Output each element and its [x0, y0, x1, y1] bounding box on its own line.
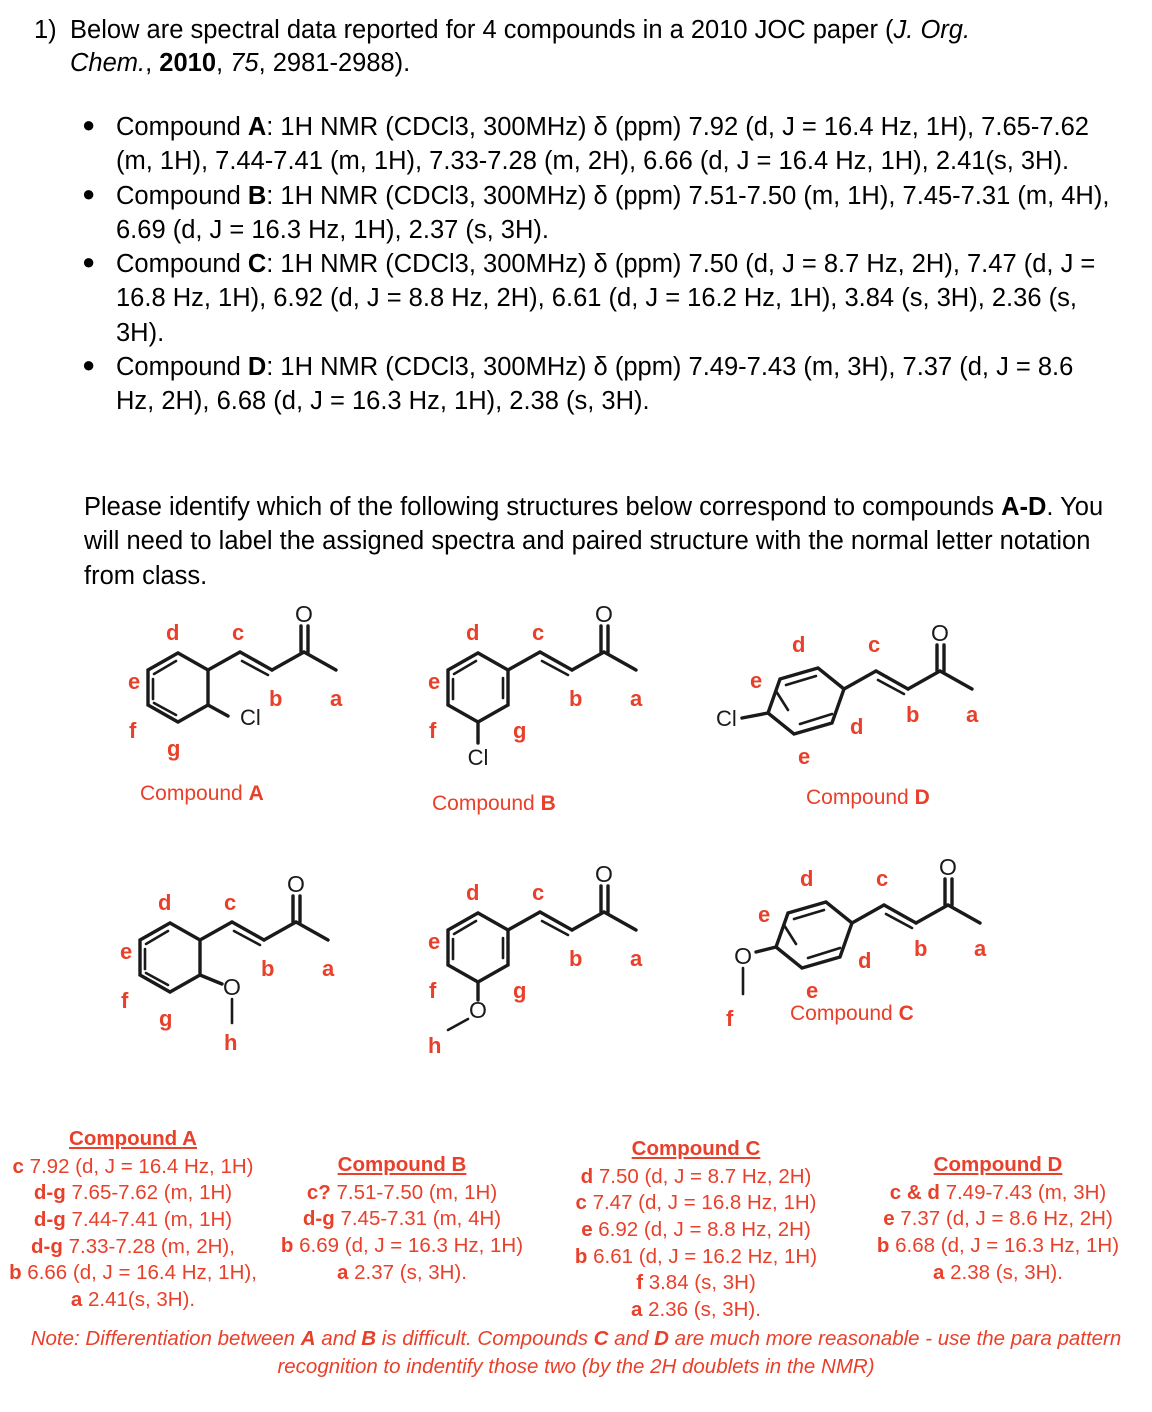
caption-prefix: Compound	[140, 782, 249, 805]
question-number: 1)	[34, 16, 57, 44]
ak-title-prefix: Compound	[631, 1137, 746, 1160]
label-c: c	[532, 620, 545, 645]
answer-row	[2, 1234, 264, 1261]
ak-label: a	[337, 1260, 349, 1284]
answer-key-compound-c	[546, 1136, 846, 1323]
question-text-main: Below are spectral data reported for 4 compounds in a 2010 JOC paper (	[70, 16, 894, 44]
caption-prefix: Compound	[806, 786, 915, 809]
ak-value: 7.49-7.43 (m, 3H)	[939, 1180, 1107, 1204]
ak-value: 7.37 (d, J = 8.6 Hz, 2H)	[894, 1207, 1113, 1231]
label-g: g	[513, 718, 527, 743]
label-a: a	[322, 956, 335, 981]
citation-sep: ,	[216, 49, 231, 78]
label-d-bottom: d	[850, 714, 864, 739]
instructions-range: A-D	[1001, 493, 1047, 521]
compound-b-letter: B	[247, 181, 267, 210]
ak-value: 2.41(s, 3H).	[82, 1287, 196, 1311]
ak-value: 2.37 (s, 3H).	[348, 1260, 467, 1284]
compound-d-letter: D	[247, 353, 267, 382]
caption-letter: C	[898, 1002, 914, 1025]
label-c: c	[532, 880, 545, 905]
ak-value: 6.66 (d, J = 16.4 Hz, 1H),	[21, 1261, 257, 1285]
label-b: b	[269, 686, 283, 711]
label-d: d	[166, 620, 180, 645]
list-item-compound-c	[82, 247, 1112, 350]
ak-label: c	[12, 1154, 24, 1178]
answer-row	[2, 1260, 264, 1287]
note-part5: are much more reasonable - use the para pattern recognition to indentify those two (by the 2H doublets in the NMR)	[277, 1327, 1122, 1379]
svg-text:O: O	[469, 997, 487, 1023]
caption-letter: A	[248, 782, 264, 805]
compound-a-letter: A	[247, 113, 267, 141]
ak-label: e	[581, 1217, 593, 1241]
note-ref-b: B	[361, 1327, 377, 1350]
caption-compound-c	[790, 1002, 914, 1026]
citation-year: 2010	[159, 49, 217, 78]
note-part1: Note: Differentiation between	[30, 1327, 301, 1350]
label-d-top: d	[792, 632, 806, 657]
label-b: b	[914, 936, 928, 961]
ak-label: c?	[306, 1180, 331, 1204]
label-e-top: e	[750, 668, 763, 693]
svg-text:O: O	[734, 943, 752, 969]
answer-key-title	[848, 1152, 1148, 1179]
svg-text:Cl: Cl	[716, 706, 737, 731]
answer-row	[848, 1206, 1148, 1233]
answer-key-title	[262, 1152, 542, 1179]
answer-row	[848, 1180, 1148, 1207]
answer-row	[546, 1164, 846, 1191]
label-f: f	[121, 988, 129, 1013]
ak-value: 7.65-7.62 (m, 1H)	[65, 1181, 233, 1205]
ak-label: b	[876, 1233, 890, 1257]
compound-d-nmr: : 1H NMR (CDCl3, 300MHz) δ (ppm) 7.49-7.43 (m, 3H), 7.37 (d, J = 8.6 Hz, 2H), 6.68 (d, J = 16.3 Hz, 1H), 2.38 (s, 3H).	[116, 353, 1074, 416]
svg-text:O: O	[931, 620, 949, 646]
ak-value: 6.68 (d, J = 16.3 Hz, 1H)	[889, 1233, 1120, 1257]
structure-compound-c	[726, 854, 1048, 1048]
answer-row	[848, 1260, 1148, 1287]
answer-row	[262, 1260, 542, 1287]
answer-row	[546, 1270, 846, 1297]
svg-text:O: O	[595, 861, 613, 887]
structure-meta-methoxy	[418, 861, 718, 1058]
ak-title-letter: D	[1047, 1153, 1063, 1176]
citation-volume: 75	[230, 49, 259, 78]
footer-note	[30, 1325, 1122, 1382]
label-g: g	[513, 978, 527, 1003]
label-b: b	[569, 686, 583, 711]
ak-title-prefix: Compound	[933, 1153, 1048, 1176]
ak-value: 3.84 (s, 3H)	[643, 1271, 756, 1295]
compound-c-nmr: : 1H NMR (CDCl3, 300MHz) δ (ppm) 7.50 (d, J = 8.7 Hz, 2H), 7.47 (d, J = 16.8 Hz, 1H), 6.92 (d, J = 8.8 Hz, 2H), 6.61 (d, J = 16.2 Hz, 1H), 3.84 (s, 3H), 2.36 (s, 3H).	[116, 250, 1096, 347]
label-e: e	[428, 929, 441, 954]
ak-title-letter: B	[451, 1153, 467, 1176]
label-e: e	[428, 669, 441, 694]
list-item-compound-a	[82, 110, 1112, 179]
svg-text:Cl: Cl	[467, 745, 489, 770]
question-text	[70, 14, 1114, 47]
label-a: a	[974, 936, 987, 961]
note-ref-c: C	[593, 1327, 609, 1350]
ak-value: 7.92 (d, J = 16.4 Hz, 1H)	[23, 1154, 254, 1178]
label-c: c	[868, 632, 881, 657]
ak-value: 7.45-7.31 (m, 4H)	[334, 1207, 502, 1231]
answer-key-compound-d	[848, 1152, 1148, 1286]
answer-row	[546, 1244, 846, 1271]
ak-label: a	[631, 1297, 643, 1321]
answer-key-title	[546, 1136, 846, 1163]
ak-label: d-g	[302, 1207, 335, 1231]
label-b: b	[906, 702, 920, 727]
compound-b-nmr: : 1H NMR (CDCl3, 300MHz) δ (ppm) 7.51-7.50 (m, 1H), 7.45-7.31 (m, 4H), 6.69 (d, J = 16.3 Hz, 1H), 2.37 (s, 3H).	[116, 181, 1110, 244]
structure-compound-b	[418, 601, 718, 770]
compound-b-data	[116, 179, 1112, 248]
note-part4: and	[608, 1327, 655, 1350]
ak-label: d-g	[31, 1234, 63, 1258]
compound-c-data	[116, 247, 1112, 350]
instructions-paragraph	[84, 490, 1110, 593]
answer-row	[2, 1207, 264, 1234]
journal-name-part1: J. Org.	[893, 16, 971, 44]
caption-letter: B	[540, 792, 556, 815]
answer-key-title	[2, 1126, 264, 1153]
ak-value: 7.51-7.50 (m, 1H)	[330, 1180, 498, 1204]
answer-key-compound-b	[262, 1152, 542, 1286]
label-h: h	[224, 1030, 238, 1055]
structure-compound-a	[118, 601, 418, 768]
caption-compound-d	[806, 786, 930, 810]
label-d-bottom: d	[858, 948, 872, 973]
label-e-bottom: e	[806, 978, 819, 1003]
caption-prefix: Compound	[432, 792, 541, 815]
label-b: b	[261, 956, 275, 981]
answer-row	[262, 1180, 542, 1207]
citation-pages: , 2981-2988).	[258, 49, 411, 78]
label-c: c	[232, 620, 245, 645]
ak-title-letter: C	[745, 1137, 761, 1160]
ak-value: 7.33-7.28 (m, 2H),	[62, 1234, 235, 1258]
caption-compound-b	[432, 792, 556, 816]
answer-row	[262, 1206, 542, 1233]
label-f: f	[726, 1006, 734, 1031]
note-ref-a: A	[300, 1327, 316, 1350]
ak-value: 2.36 (s, 3H).	[642, 1297, 761, 1321]
svg-text:O: O	[295, 601, 313, 627]
label-a: a	[630, 946, 643, 971]
label-g: g	[167, 736, 181, 761]
ak-label: b	[9, 1261, 22, 1285]
ak-value: 7.44-7.41 (m, 1H)	[65, 1207, 233, 1231]
label-b: b	[569, 946, 583, 971]
caption-compound-a	[140, 782, 264, 806]
label-a: a	[330, 686, 343, 711]
label-a: a	[630, 686, 643, 711]
ak-value: 6.69 (d, J = 16.3 Hz, 1H)	[293, 1233, 524, 1257]
label-f: f	[129, 718, 137, 743]
bullet-icon: ●	[82, 112, 96, 137]
svg-text:O: O	[287, 871, 305, 897]
list-item-compound-d	[82, 350, 1112, 419]
label-d-top: d	[800, 866, 814, 891]
answer-row	[546, 1297, 846, 1324]
label-h: h	[428, 1033, 442, 1058]
ak-label: d-g	[33, 1207, 66, 1231]
ak-label: e	[883, 1207, 895, 1231]
instructions-part1: Please identify which of the following structures below correspond to compounds	[84, 493, 1002, 521]
label-f: f	[429, 718, 437, 743]
label-e-bottom: e	[798, 744, 811, 769]
label-g: g	[159, 1006, 173, 1031]
bullet-icon: ●	[82, 249, 96, 275]
ak-label: f	[636, 1271, 644, 1295]
structure-compound-d	[716, 620, 1040, 784]
question-block	[34, 14, 1114, 80]
ak-value: 2.38 (s, 3H).	[944, 1260, 1063, 1284]
list-item-compound-b	[82, 179, 1112, 248]
ak-title-prefix: Compound	[337, 1153, 452, 1176]
compound-a-data	[116, 110, 1112, 179]
label-e: e	[128, 669, 141, 694]
label-c: c	[224, 890, 237, 915]
bullet-icon: ●	[82, 180, 96, 206]
question-line-2	[34, 47, 1114, 80]
compound-a-nmr: : 1H NMR (CDCl3, 300MHz) δ (ppm) 7.92 (d, J = 16.4 Hz, 1H), 7.65-7.62 (m, 1H), 7.44-7.41 (m, 1H), 7.33-7.28 (m, 2H), 6.66 (d, J = 16.4 Hz, 1H), 2.41(s, 3H).	[116, 113, 1089, 176]
svg-text:Cl: Cl	[240, 705, 261, 730]
caption-letter: D	[914, 786, 930, 809]
label-d: d	[158, 890, 172, 915]
ak-value: 7.47 (d, J = 16.8 Hz, 1H)	[586, 1191, 817, 1215]
compound-d-data	[116, 350, 1112, 419]
compound-a-prefix: Compound	[116, 113, 248, 141]
caption-prefix: Compound	[790, 1002, 899, 1025]
ak-label: b	[280, 1233, 294, 1257]
ak-value: 7.50 (d, J = 8.7 Hz, 2H)	[593, 1164, 812, 1188]
note-ref-d: D	[654, 1327, 669, 1350]
label-e-top: e	[758, 902, 771, 927]
answer-row	[546, 1190, 846, 1217]
ak-label: d-g	[33, 1181, 66, 1205]
ak-title-prefix: Compound	[69, 1127, 183, 1150]
instructions-part2: . You will need to label the assigned spectra and paired structure with the normal letter notation from class.	[84, 493, 1104, 590]
answer-row	[2, 1154, 264, 1181]
compound-b-prefix: Compound	[116, 181, 248, 210]
label-f: f	[429, 978, 437, 1003]
ak-label: c & d	[889, 1180, 940, 1204]
ak-label: c	[575, 1191, 587, 1215]
compound-d-prefix: Compound	[116, 353, 248, 382]
structure-ortho-methoxy	[110, 871, 410, 1058]
compound-c-letter: C	[247, 250, 267, 279]
ak-label: a	[70, 1287, 83, 1311]
journal-name-part2: Chem.	[70, 49, 146, 78]
answer-key-compound-a	[2, 1126, 264, 1313]
answer-row	[2, 1287, 264, 1314]
svg-text:O: O	[939, 854, 957, 880]
label-d: d	[466, 880, 480, 905]
compound-data-list	[82, 110, 1112, 419]
citation-sep0: ,	[145, 49, 160, 78]
answer-row	[2, 1180, 264, 1207]
label-d: d	[466, 620, 480, 645]
svg-text:O: O	[223, 974, 241, 1000]
note-part2: and	[315, 1327, 362, 1350]
compound-c-prefix: Compound	[116, 250, 248, 279]
ak-title-letter: A	[182, 1127, 197, 1150]
answer-row	[262, 1233, 542, 1260]
answer-row	[848, 1233, 1148, 1260]
question-line-1	[34, 14, 1114, 47]
ak-value: 6.61 (d, J = 16.2 Hz, 1H)	[587, 1244, 818, 1268]
ak-label: a	[933, 1260, 945, 1284]
answer-row	[546, 1217, 846, 1244]
ak-label: d	[580, 1164, 594, 1188]
ak-label: b	[574, 1244, 588, 1268]
label-e: e	[120, 939, 133, 964]
label-a: a	[966, 702, 979, 727]
ak-value: 6.92 (d, J = 8.8 Hz, 2H)	[592, 1217, 811, 1241]
bullet-icon: ●	[82, 352, 96, 378]
label-c: c	[876, 866, 889, 891]
svg-text:O: O	[595, 601, 613, 627]
note-part3: is difficult. Compounds	[376, 1327, 594, 1350]
